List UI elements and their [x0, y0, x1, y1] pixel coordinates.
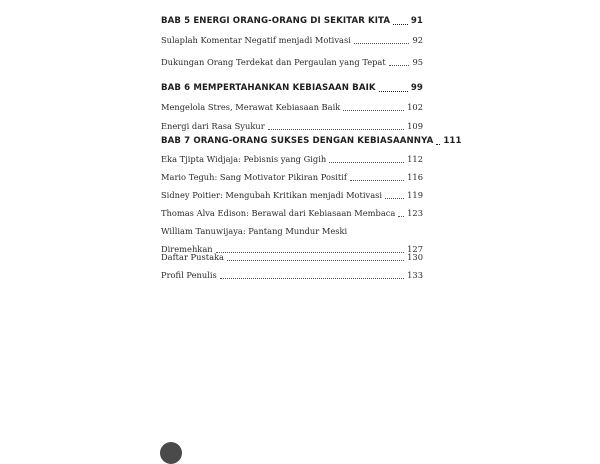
page-number: 95	[412, 57, 423, 67]
chapter-title: BAB 7 ORANG-ORANG SUKSES DENGAN KEBIASAANNYA	[161, 136, 434, 146]
page-number: 102	[407, 102, 423, 112]
toc-entry[interactable]	[161, 266, 423, 284]
entry-title: Daftar Pustaka	[161, 252, 224, 262]
chapter-6-heading[interactable]	[161, 79, 423, 97]
toc-entry[interactable]	[161, 98, 423, 116]
page-number: 133	[407, 270, 423, 280]
toc-entry[interactable]	[161, 186, 423, 204]
chapter-5-section	[161, 12, 423, 71]
dot-leader	[227, 260, 404, 261]
chapter-7-section	[161, 132, 462, 258]
page-number: 123	[407, 208, 423, 218]
toc-entry[interactable]	[161, 168, 423, 186]
page-number: 109	[407, 121, 423, 131]
dot-leader	[385, 198, 404, 199]
entry-title: Mario Teguh: Sang Motivator Pikiran Positif	[161, 172, 347, 182]
dot-leader	[379, 91, 408, 92]
dot-leader	[398, 216, 404, 217]
toc-entry[interactable]	[161, 31, 423, 49]
entry-title: Sulaplah Komentar Negatif menjadi Motivasi	[161, 35, 351, 45]
toc-entry[interactable]	[161, 150, 423, 168]
page-number: 127	[407, 244, 423, 254]
chapter-title: BAB 5 ENERGI ORANG-ORANG DI SEKITAR KITA	[161, 16, 391, 26]
dot-leader	[220, 278, 404, 279]
page-number: 130	[407, 252, 423, 262]
page-number: 111	[443, 136, 462, 146]
dot-leader	[389, 65, 410, 66]
entry-title: Energi dari Rasa Syukur	[161, 121, 265, 131]
chapter-7-heading[interactable]	[161, 132, 462, 150]
page-number: 99	[410, 83, 423, 93]
entry-title: Dukungan Orang Terdekat dan Pergaulan yang Tepat	[161, 57, 386, 67]
dot-leader	[329, 162, 404, 163]
entry-title: Mengelola Stres, Merawat Kebiasaan Baik	[161, 102, 341, 112]
chapter-title: BAB 6 MEMPERTAHANKAN KEBIASAAN BAIK	[161, 83, 376, 93]
dot-leader	[350, 180, 404, 181]
dot-leader	[268, 129, 404, 130]
entry-title: Thomas Alva Edison: Berawal dari Kebiasaan Membaca	[161, 208, 396, 218]
chapter-6-section	[161, 79, 423, 135]
page-number: 92	[412, 35, 423, 45]
chapter-5-heading[interactable]	[161, 12, 423, 30]
page-number: 91	[410, 16, 423, 26]
entry-title: Sidney Poitier: Mengubah Kritikan menjadi Motivasi	[161, 190, 383, 200]
toc-entry[interactable]	[161, 204, 423, 222]
dot-leader	[436, 144, 440, 145]
entry-title: Eka Tjipta Widjaja: Pebisnis yang Gigih	[161, 154, 327, 164]
dot-leader	[393, 24, 408, 25]
entry-title: Profil Penulis	[161, 270, 217, 280]
page-footer-marker	[160, 442, 182, 464]
toc-entry[interactable]	[161, 248, 423, 266]
dot-leader	[354, 43, 410, 44]
page-number: 112	[407, 154, 423, 164]
back-matter-section	[161, 248, 423, 284]
page-number: 116	[407, 172, 423, 182]
page-number: 119	[407, 190, 423, 200]
toc-entry[interactable]	[161, 53, 423, 71]
entry-title: Diremehkan	[161, 244, 213, 254]
toc-entry[interactable]	[161, 222, 423, 240]
entry-title: William Tanuwijaya: Pantang Mundur Meski	[161, 226, 348, 236]
dot-leader	[343, 110, 404, 111]
